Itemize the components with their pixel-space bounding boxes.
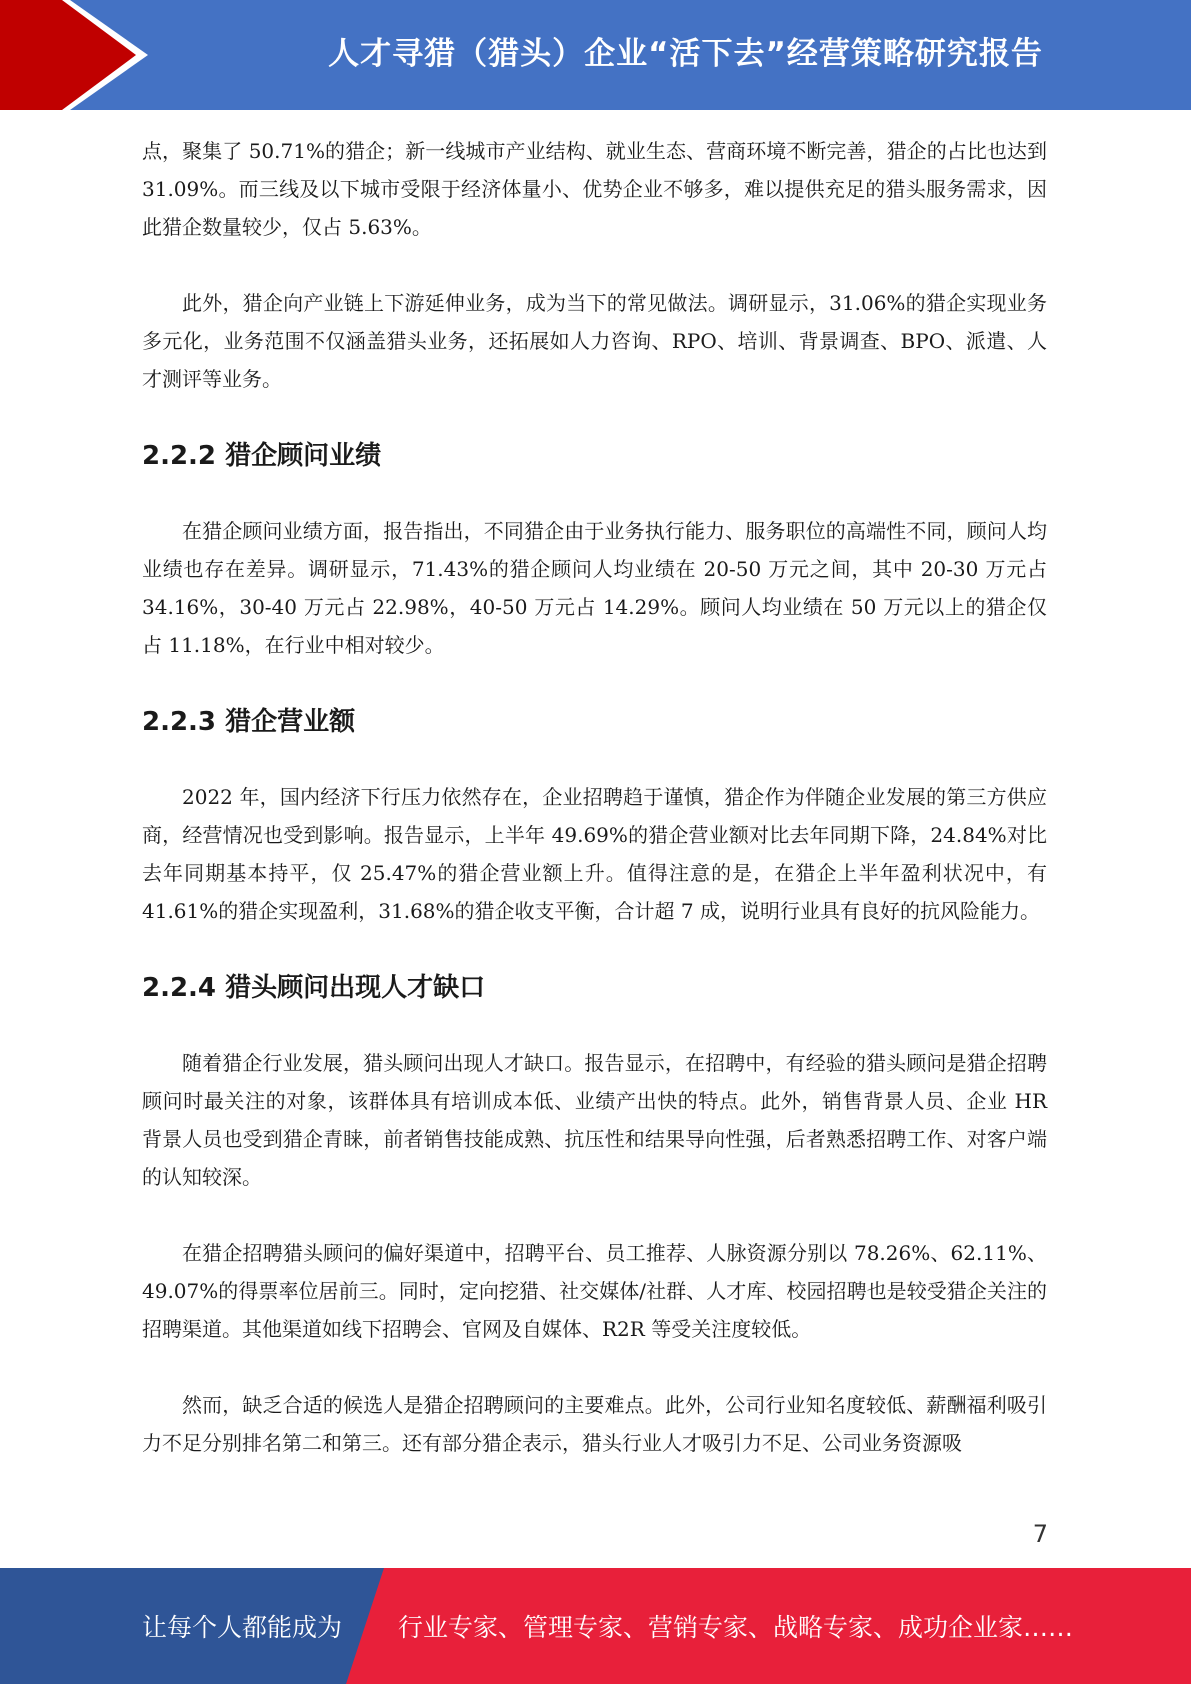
report-title: 人才寻猎（猎头）企业“活下去”经营策略研究报告 [328, 35, 1043, 72]
page-number: 7 [1032, 1520, 1048, 1548]
paragraph-consultant-performance: 在猎企顾问业绩方面，报告指出，不同猎企由于业务执行能力、服务职位的高端性不同，顾问人均业绩也存在差异。调研显示，71.43%的猎企顾问人均业绩在 20-50 万元之间，其中 20-30 万元占 34.16%，30-40 万元占 22.98%，40-50 万元占 14.29%。顾问人均业绩在 50 万元以上的猎企仅占 11.18%，在行业中相对较少。 [142, 519, 1047, 657]
header-chevron-icon [0, 0, 160, 110]
section-heading-2-2-3: 2.2.3 猎企营业额 [142, 707, 356, 737]
footer-slogan-right: 行业专家、管理专家、营销专家、战略专家、成功企业家…… [398, 1613, 1074, 1642]
paragraph-recruiting-channels: 在猎企招聘猎头顾问的偏好渠道中，招聘平台、员工推荐、人脉资源分别以 78.26%、62.11%、49.07%的得票率位居前三。同时，定向挖猎、社交媒体/社群、人才库、校园招聘也是较受猎企关注的招聘渠道。其他渠道如线下招聘会、官网及自媒体、R2R 等受关注度较低。 [142, 1241, 1047, 1341]
page-header [0, 0, 1191, 110]
paragraph-revenue: 2022 年，国内经济下行压力依然存在，企业招聘趋于谨慎，猎企作为伴随企业发展的第三方供应商，经营情况也受到影响。报告显示，上半年 49.69%的猎企营业额对比去年同期下降，24.84%对比去年同期基本持平，仅 25.47%的猎企营业额上升。值得注意的是，在猎企上半年盈利状况中，有 41.61%的猎企实现盈利，31.68%的猎企收支平衡，合计超 7 成，说明行业具有良好的抗风险能力。 [142, 785, 1047, 923]
paragraph-talent-gap: 随着猎企行业发展，猎头顾问出现人才缺口。报告显示，在招聘中，有经验的猎头顾问是猎企招聘顾问时最关注的对象，该群体具有培训成本低、业绩产出快的特点。此外，销售背景人员、企业 HR 背景人员也受到猎企青睐，前者销售技能成熟、抗压性和结果导向性强，后者熟悉招聘工作、对客户端的认知较深。 [142, 1051, 1047, 1189]
section-heading-2-2-4: 2.2.4 猎头顾问出现人才缺口 [142, 973, 486, 1003]
footer-slogan-left: 让每个人都能成为 [142, 1613, 343, 1642]
paragraph-business-diversification: 此外，猎企向产业链上下游延伸业务，成为当下的常见做法。调研显示，31.06%的猎企实现业务多元化，业务范围不仅涵盖猎头业务，还拓展如人力咨询、RPO、培训、背景调查、BPO、派遣、人才测评等业务。 [142, 291, 1047, 391]
paragraph-city-distribution: 点，聚集了 50.71%的猎企；新一线城市产业结构、就业生态、营商环境不断完善，猎企的占比也达到 31.09%。而三线及以下城市受限于经济体量小、优势企业不够多，难以提供充足的猎头服务需求，因此猎企数量较少，仅占 5.63%。 [142, 139, 1047, 239]
page-body [142, 132, 1047, 1500]
section-heading-2-2-2: 2.2.2 猎企顾问业绩 [142, 441, 382, 471]
paragraph-recruiting-difficulties: 然而，缺乏合适的候选人是猎企招聘顾问的主要难点。此外，公司行业知名度较低、薪酬福利吸引力不足分别排名第二和第三。还有部分猎企表示，猎头行业人才吸引力不足、公司业务资源吸 [142, 1393, 1047, 1455]
page-footer [0, 1568, 1191, 1684]
